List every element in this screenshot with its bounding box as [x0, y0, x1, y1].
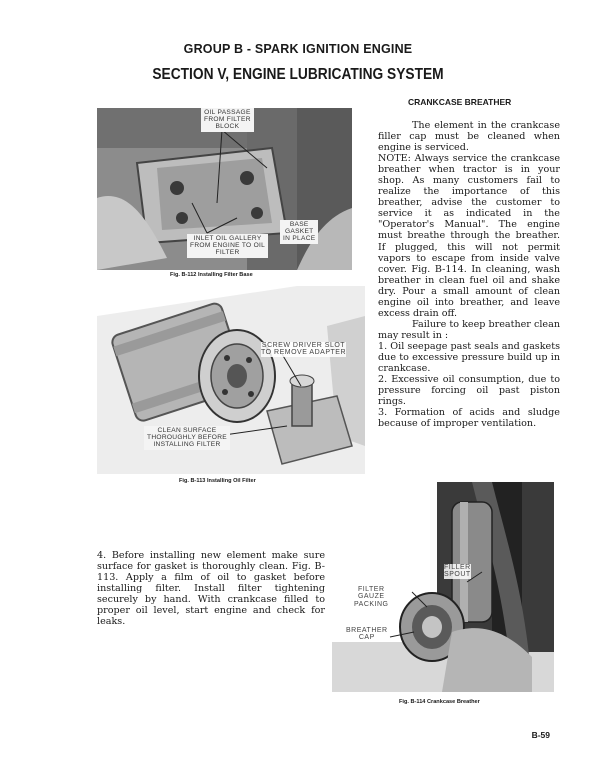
oil-passage-label: OIL PASSAGE FROM FILTER BLOCK	[201, 108, 254, 132]
page-number: B-59	[531, 730, 550, 740]
screwdriver-slot-label: SCREW DRIVER SLOT TO REMOVE ADAPTER	[261, 342, 346, 357]
crankcase-note: NOTE: Always service the crankcase breather when tractor is in your shop. As many customers fail to realize the importance of this breather, advise the customer to service it as indicated in the "Operator's Manual". The engine must breathe through the breather. If plugged, this will not permit vapors to escape from inside valve cover. Fig. B-114. In cleaning, wash breather in clean fuel oil and shake dry. Pour a small amount of clean engine oil into breather, and leave excess drain off.	[378, 153, 560, 319]
figure-b-114-photo	[332, 482, 554, 692]
figure-b-112-caption: Fig. B-112 Installing Filter Base	[170, 272, 253, 278]
crankcase-item-1: 1. Oil seepage past seals and gaskets due to excessive pressure build up in crankcase.	[378, 340, 560, 375]
base-gasket-label: BASE GASKET IN PLACE	[280, 220, 318, 244]
crankcase-item-2: 2. Excessive oil consumption, due to pressure forcing oil past piston rings.	[378, 374, 560, 408]
group-header: GROUP B - SPARK IGNITION ENGINE	[183, 42, 413, 56]
figure-b-114-caption: Fig. B-114 Crankcase Breather	[399, 699, 480, 705]
filler-spout-label: FILLER SPOUT	[444, 564, 471, 579]
section-title: SECTION V, ENGINE LUBRICATING SYSTEM	[152, 66, 444, 83]
inlet-oil-gallery-label: INLET OIL GALLERY FROM ENGINE TO OIL FILTER	[187, 234, 268, 258]
step-4-text: 4. Before installing new element make sure surface for gasket is thoroughly clean. Fig. B-113. Apply a film of oil to gasket before installing filter. Install filter tightening securely by hand. With crankcase filled to proper oil level, start engine and check for leaks.	[97, 550, 325, 628]
breather-cap-label: BREATHER CAP	[346, 627, 388, 642]
figure-b-113-photo	[97, 286, 365, 474]
figure-b-113-caption: Fig. B-113 Installing Oil Filter	[179, 478, 256, 484]
crankcase-text	[378, 120, 560, 429]
clean-surface-label: CLEAN SURFACE THOROUGHLY BEFORE INSTALLING FILTER	[144, 426, 230, 450]
crankcase-item-3: 3. Formation of acids and sludge because of improper ventilation.	[378, 407, 560, 430]
crankcase-heading: CRANKCASE BREATHER	[408, 97, 512, 107]
filter-gauze-packing-label: FILTER GAUZE PACKING	[354, 586, 389, 608]
figure-b-112-photo	[97, 108, 352, 270]
crankcase-para-2: Failure to keep breather clean may result in :	[378, 318, 560, 341]
crankcase-para-1: The element in the crankcase filler cap must be cleaned when engine is serviced.	[378, 120, 560, 154]
